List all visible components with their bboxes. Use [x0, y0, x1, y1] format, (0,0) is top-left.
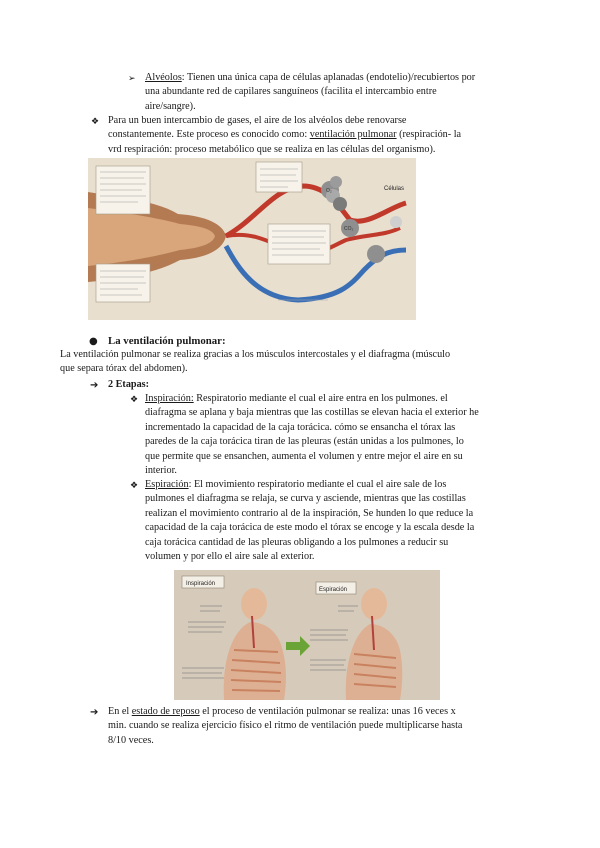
- four-diamond-bullet-icon: ❖: [130, 481, 139, 491]
- reposo-paragraph: En el estado de reposo el proceso de ventilación pulmonar se realiza: unas 16 veces x min. cuando se realiza ejercicio físico el ritmo de ventilación puede multiplicarse hasta 8/10 veces.: [108, 706, 463, 746]
- breathing-diagram: [174, 570, 440, 700]
- gas-sphere-3: [367, 245, 385, 263]
- espiracion-paragraph: Espiración: El movimiento respiratorio mediante el cual el aire sale de los pulmones el diafragma se relaja, se curva y asciende, mientras que las costillas realizan el movimiento contrario al de la inspiración, Se hunden lo que reduce la capacidad de la caja torácica de este modo el tórax se encoge y la escala desde la caja torácica cantidad de las pleuras obligando a los pulmones a reducir su volumen y por ello el aire sale al exterior.: [145, 479, 475, 563]
- ventilacion-term: ventilación pulmonar: [309, 129, 397, 141]
- espiracion-head: [361, 588, 387, 620]
- circulation-figure: [88, 158, 416, 320]
- right-arrow-bullet-icon: ➔: [90, 707, 99, 718]
- label-box-3: [268, 224, 330, 264]
- breathing-figure: [174, 570, 440, 700]
- four-diamond-bullet-icon: ❖: [91, 117, 100, 127]
- ventilacion-paragraph: La ventilación pulmonar se realiza gracias a los músculos intercostales y el diafragma (músculo que separa tórax del abdomen).: [60, 349, 451, 375]
- ventilacion-heading: La ventilación pulmonar:: [108, 335, 226, 347]
- co2-label: CO₂: [344, 226, 354, 232]
- alveolos-paragraph: Alvéolos: Tienen una única capa de células aplanadas (endotelio)/recubiertos por una abundante red de capilares sanguíneos (facilita el intercambio entre aire/sangre).: [145, 72, 476, 112]
- reposo-term: estado de reposo: [131, 706, 200, 717]
- four-diamond-bullet-icon: ❖: [130, 395, 139, 405]
- espiracion-term: Espiración: [145, 479, 189, 490]
- inspiracion-term: Inspiración:: [145, 393, 194, 404]
- o2-label: O₂: [326, 188, 332, 194]
- svg-text:Espiración: Espiración: [319, 587, 348, 593]
- svg-text:Inspiración: Inspiración: [186, 581, 216, 587]
- label-box-2: [256, 162, 302, 192]
- dot-bullet-icon: ●: [89, 336, 98, 347]
- inspiracion-paragraph: Inspiración: Respiratorio mediante el cual el aire entra en los pulmones. el diafragma se aplana y baja mientras que las costillas se elevan hacia el exterior he incrementado la capacidad de la caja torácica. cómo se ensancha el tórax las paredes de la caja torácica tiran de las pleuras (están unidas a los pulmones, lo que permite que se ensanchen, aumenta el volumen y entre mejor el aire en su interior.: [145, 393, 479, 477]
- alveolos-term: Alvéolos: [145, 72, 182, 83]
- inspiracion-head: [241, 588, 267, 620]
- intercambio-paragraph: Para un buen intercambio de gases, el aire de los alvéolos debe renovarse constantemente. Este proceso es conocido como: ventilación pulmonar (respiración- la vrd respiración: proceso metabólico que se realiza en las células del organismo).: [108, 115, 462, 155]
- right-arrow-bullet-icon: ➔: [90, 380, 99, 391]
- circulation-diagram: [88, 158, 416, 320]
- etapas-heading: 2 Etapas:: [108, 379, 150, 390]
- arrowhead-bullet-icon: ➢: [128, 74, 136, 84]
- cells-label: Células: [384, 186, 405, 192]
